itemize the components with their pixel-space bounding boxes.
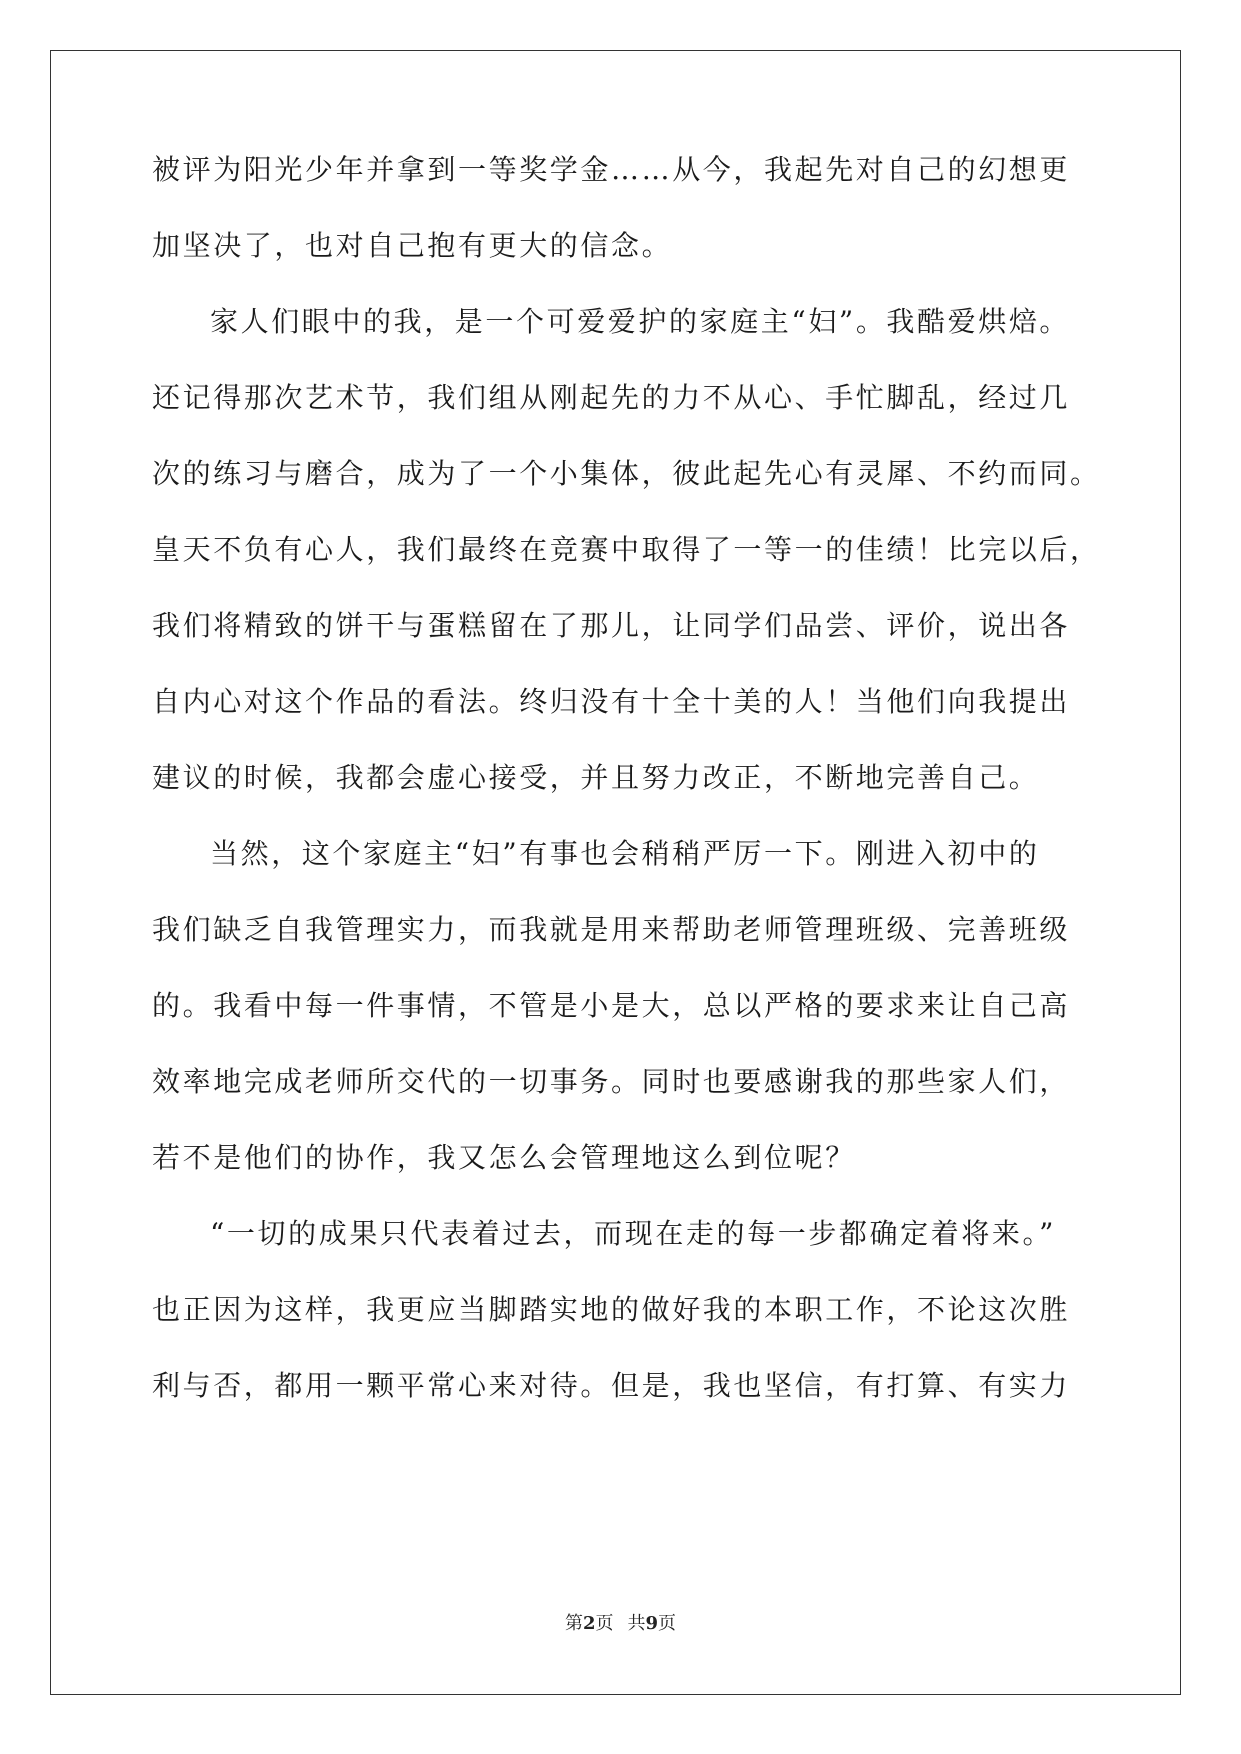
text-line: 建议的时候，我都会虚心接受，并且努力改正，不断地完善自己。 bbox=[152, 761, 1040, 794]
text-line: 被评为阳光少年并拿到一等奖学金……从今，我起先对自己的幻想更 bbox=[152, 153, 1071, 186]
page-number-prefix: 第 bbox=[564, 1613, 583, 1634]
total-page-count: 9 bbox=[645, 1613, 659, 1634]
text-line: 我们将精致的饼干与蛋糕留在了那儿，让同学们品尝、评价，说出各 bbox=[152, 609, 1071, 642]
text-line: 利与否，都用一颗平常心来对待。但是，我也坚信，有打算、有实力 bbox=[152, 1369, 1071, 1402]
paragraph-start-line: 家人们眼中的我，是一个可爱爱护的家庭主“妇”。我酷爱烘焙。 bbox=[210, 305, 1071, 338]
text-line: 若不是他们的协作，我又怎么会管理地这么到位呢？ bbox=[152, 1141, 856, 1174]
text-line: 皇天不负有心人，我们最终在竞赛中取得了一等一的佳绩！比完以后， bbox=[152, 533, 1101, 566]
total-pages-prefix: 共 bbox=[627, 1613, 646, 1634]
text-line: 效率地完成老师所交代的一切事务。同时也要感谢我的那些家人们， bbox=[152, 1065, 1071, 1098]
total-pages-suffix: 页 bbox=[658, 1613, 677, 1634]
current-page-number: 2 bbox=[582, 1613, 596, 1634]
text-line: 的。我看中每一件事情，不管是小是大，总以严格的要求来让自己高 bbox=[152, 989, 1071, 1022]
text-line: 还记得那次艺术节，我们组从刚起先的力不从心、手忙脚乱，经过几 bbox=[152, 381, 1071, 414]
page-footer bbox=[0, 1612, 1241, 1636]
paragraph-start-line: “一切的成果只代表着过去，而现在走的每一步都确定着将来。” bbox=[210, 1217, 1057, 1250]
text-line: 自内心对这个作品的看法。终归没有十全十美的人！当他们向我提出 bbox=[152, 685, 1071, 718]
page-border bbox=[50, 50, 1181, 1695]
text-line: 也正因为这样，我更应当脚踏实地的做好我的本职工作，不论这次胜 bbox=[152, 1293, 1071, 1326]
text-line: 加坚决了，也对自己抱有更大的信念。 bbox=[152, 229, 673, 262]
text-line: 我们缺乏自我管理实力，而我就是用来帮助老师管理班级、完善班级 bbox=[152, 913, 1071, 946]
page-number-suffix: 页 bbox=[595, 1613, 614, 1634]
paragraph-start-line: 当然，这个家庭主“妇”有事也会稍稍严厉一下。刚进入初中的 bbox=[210, 837, 1040, 870]
text-line: 次的练习与磨合，成为了一个小集体，彼此起先心有灵犀、不约而同。 bbox=[152, 457, 1101, 490]
